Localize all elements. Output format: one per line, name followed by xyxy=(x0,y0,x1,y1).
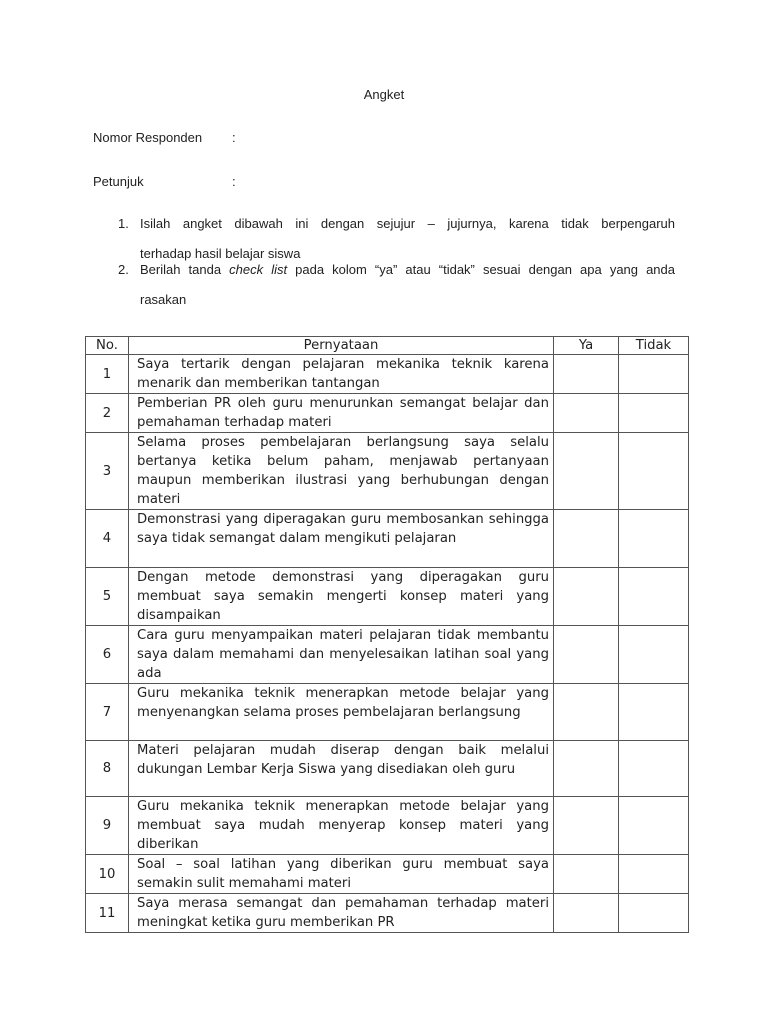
row-number: 2 xyxy=(86,394,129,433)
yes-checkbox-cell[interactable] xyxy=(554,355,619,394)
yes-checkbox-cell[interactable] xyxy=(554,797,619,855)
respondent-number-label: Nomor Responden xyxy=(93,130,203,145)
yes-checkbox-cell[interactable] xyxy=(554,568,619,626)
yes-checkbox-cell[interactable] xyxy=(554,741,619,797)
yes-checkbox-cell[interactable] xyxy=(554,394,619,433)
row-number: 3 xyxy=(86,433,129,510)
row-statement: Cara guru menyampaikan materi pelajaran tidak membantu saya dalam memahami dan menyelesaikan latihan soal yang ada xyxy=(129,626,554,684)
row-statement: Saya tertarik dengan pelajaran mekanika teknik karena menarik dan memberikan tantangan xyxy=(129,355,554,394)
row-statement: Pemberian PR oleh guru menurunkan semangat belajar dan pemahaman terhadap materi xyxy=(129,394,554,433)
table-row xyxy=(86,797,689,855)
table-row xyxy=(86,433,689,510)
table-row xyxy=(86,741,689,797)
row-statement: Saya merasa semangat dan pemahaman terhadap materi meningkat ketika guru memberikan PR xyxy=(129,894,554,933)
instruction-text xyxy=(140,262,675,277)
header-no-answer: Tidak xyxy=(619,337,689,355)
header-yes: Ya xyxy=(554,337,619,355)
row-number: 9 xyxy=(86,797,129,855)
table-row xyxy=(86,510,689,568)
yes-checkbox-cell[interactable] xyxy=(554,510,619,568)
table-row xyxy=(86,568,689,626)
yes-checkbox-cell[interactable] xyxy=(554,433,619,510)
instructions-colon: : xyxy=(232,174,236,189)
instruction-number: 1. xyxy=(118,216,129,231)
row-statement: Soal – soal latihan yang diberikan guru membuat saya semakin sulit memahami materi xyxy=(129,855,554,894)
row-statement: Selama proses pembelajaran berlangsung saya selalu bertanya ketika belum paham, menjawab pertanyaan maupun memberikan ilustrasi yang berhubungan dengan materi xyxy=(129,433,554,510)
respondent-number-colon: : xyxy=(232,130,236,145)
header-statement: Pernyataan xyxy=(129,337,554,355)
no-checkbox-cell[interactable] xyxy=(619,855,689,894)
table-row xyxy=(86,355,689,394)
yes-checkbox-cell[interactable] xyxy=(554,626,619,684)
row-statement: Guru mekanika teknik menerapkan metode belajar yang membuat saya mudah menyerap konsep materi yang diberikan xyxy=(129,797,554,855)
row-number: 10 xyxy=(86,855,129,894)
questionnaire-table xyxy=(85,336,689,933)
row-statement: Guru mekanika teknik menerapkan metode belajar yang menyenangkan selama proses pembelajaran berlangsung xyxy=(129,684,554,741)
row-number: 5 xyxy=(86,568,129,626)
table-row xyxy=(86,894,689,933)
no-checkbox-cell[interactable] xyxy=(619,797,689,855)
instruction-text-cont: terhadap hasil belajar siswa xyxy=(140,246,301,261)
row-number: 6 xyxy=(86,626,129,684)
table-row xyxy=(86,855,689,894)
table-header-row xyxy=(86,337,689,355)
table-row xyxy=(86,394,689,433)
no-checkbox-cell[interactable] xyxy=(619,684,689,741)
no-checkbox-cell[interactable] xyxy=(619,741,689,797)
yes-checkbox-cell[interactable] xyxy=(554,855,619,894)
no-checkbox-cell[interactable] xyxy=(619,510,689,568)
table-row xyxy=(86,626,689,684)
row-number: 7 xyxy=(86,684,129,741)
yes-checkbox-cell[interactable] xyxy=(554,684,619,741)
row-statement: Materi pelajaran mudah diserap dengan baik melalui dukungan Lembar Kerja Siswa yang disediakan oleh guru xyxy=(129,741,554,797)
no-checkbox-cell[interactable] xyxy=(619,894,689,933)
row-number: 4 xyxy=(86,510,129,568)
table-row xyxy=(86,684,689,741)
instruction-text-post: pada kolom “ya” atau “tidak” sesuai dengan apa yang anda xyxy=(287,262,676,277)
row-statement: Dengan metode demonstrasi yang diperagakan guru membuat saya semakin mengerti konsep materi yang disampaikan xyxy=(129,568,554,626)
instruction-text-pre: Berilah tanda xyxy=(140,262,230,277)
no-checkbox-cell[interactable] xyxy=(619,433,689,510)
instruction-text-cont: rasakan xyxy=(140,292,187,307)
no-checkbox-cell[interactable] xyxy=(619,626,689,684)
instructions-label: Petunjuk xyxy=(93,174,144,189)
row-number: 1 xyxy=(86,355,129,394)
instruction-number: 2. xyxy=(118,262,129,277)
page-title: Angket xyxy=(363,87,405,102)
instruction-text: Isilah angket dibawah ini dengan sejujur – jujurnya, karena tidak berpengaruh xyxy=(140,216,675,231)
row-statement: Demonstrasi yang diperagakan guru membosankan sehingga saya tidak semangat dalam mengikuti pelajaran xyxy=(129,510,554,568)
yes-checkbox-cell[interactable] xyxy=(554,894,619,933)
no-checkbox-cell[interactable] xyxy=(619,394,689,433)
header-no: No. xyxy=(86,337,129,355)
no-checkbox-cell[interactable] xyxy=(619,355,689,394)
instruction-text-italic: check list xyxy=(229,262,288,277)
row-number: 11 xyxy=(86,894,129,933)
row-number: 8 xyxy=(86,741,129,797)
no-checkbox-cell[interactable] xyxy=(619,568,689,626)
